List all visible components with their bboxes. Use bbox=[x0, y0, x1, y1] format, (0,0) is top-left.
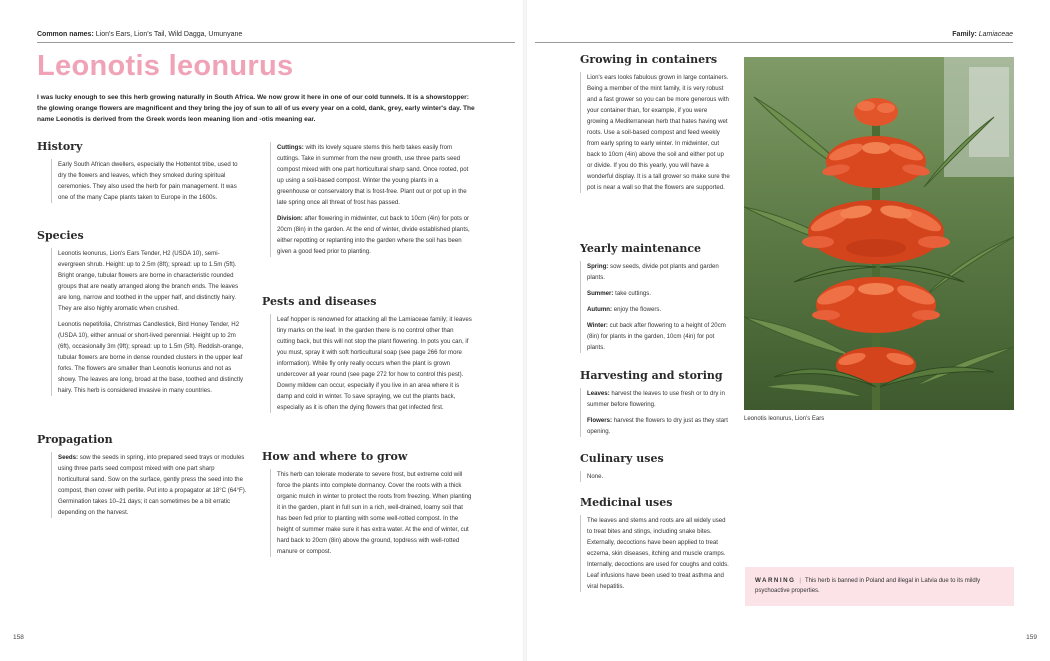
how-where-text: This herb can tolerate moderate to severe frost, but extreme cold will force the plants into complete dormancy. Cover the roots with a thick organic mulch in winter to protect the roots from freezing. When planting it in the garden, plant in full sun in a rich, well-drained, loamy soil that has been fed prior to planting with some well-rotted compost. In the height of summer make sure it has extra water. At the end of winter, cut hard back to 20cm (8in) above the ground, topdress with well-rotted manure or compost. bbox=[277, 471, 472, 555]
species-heading: Species bbox=[37, 229, 84, 242]
propagation-section bbox=[37, 433, 247, 518]
family-header bbox=[952, 31, 1013, 38]
warning-label: WARNING bbox=[755, 577, 796, 584]
harvest-leaves bbox=[587, 388, 730, 410]
containers-heading: Growing in containers bbox=[580, 53, 718, 66]
history-section bbox=[37, 140, 247, 203]
autumn-text: enjoy the flowers. bbox=[613, 306, 662, 313]
seeds-text: sow the seeds in spring, into prepared seed trays or modules using three parts seed compost mixed with one part sharp horticultural sand. Sow on the surface, gently press the seed into the compost, then cover with perlite. Put into a propagator at 18°C (64°F). Germination takes 10–21 days; it can sometimes be a bit erratic depending on the harvest. bbox=[58, 454, 247, 516]
culinary-heading: Culinary uses bbox=[580, 452, 664, 465]
flowers-text: harvest the flowers to dry just as they start opening. bbox=[587, 417, 728, 435]
family-label: Family: bbox=[952, 31, 977, 38]
page-title: Leonotis leonurus bbox=[37, 50, 294, 82]
family-value: Lamiaceae bbox=[978, 31, 1013, 38]
pests-section bbox=[262, 295, 472, 413]
plant-illustration bbox=[744, 57, 1014, 410]
pests-body bbox=[270, 314, 472, 413]
division-text: after flowering in midwinter, cut back to 10cm (4in) for pots or 20cm (8in) in the garden. At the end of winter, divide established plants, either repotting or replanting into the garden where the soil has been given a good feed prior to planting. bbox=[277, 215, 470, 255]
right-page bbox=[525, 0, 1050, 661]
yearly-autumn bbox=[587, 304, 730, 315]
spring-text: sow seeds, divide pot plants and garden plants. bbox=[587, 263, 719, 281]
autumn-label: Autumn: bbox=[587, 306, 613, 313]
propagation-heading: Propagation bbox=[37, 433, 113, 446]
species-body bbox=[51, 248, 247, 396]
folio-right: 159 bbox=[1026, 634, 1037, 641]
header-rule bbox=[37, 42, 515, 43]
culinary-text: None. bbox=[587, 473, 604, 480]
winter-text: cut back after flowering to a height of 20cm (8in) for plants in the garden, 10cm (4in) for pot plants. bbox=[587, 322, 726, 351]
winter-label: Winter: bbox=[587, 322, 608, 329]
flowers-label: Flowers: bbox=[587, 417, 613, 424]
common-names-header bbox=[37, 31, 242, 38]
yearly-summer bbox=[587, 288, 730, 299]
warning-separator: | bbox=[799, 578, 801, 584]
summer-label: Summer: bbox=[587, 290, 614, 297]
how-where-heading: How and where to grow bbox=[262, 450, 408, 463]
species-section bbox=[37, 229, 247, 396]
yearly-spring bbox=[587, 261, 730, 283]
harvest-flowers bbox=[587, 415, 730, 437]
division-label: Division: bbox=[277, 215, 303, 222]
history-heading: History bbox=[37, 140, 83, 153]
containers-section bbox=[580, 53, 730, 193]
how-where-body bbox=[270, 469, 472, 557]
spring-label: Spring: bbox=[587, 263, 609, 270]
propagation-division bbox=[277, 213, 472, 257]
propagation-seeds bbox=[58, 452, 247, 518]
photo-caption: Leonotis leonurus, Lion's Ears bbox=[744, 416, 825, 422]
propagation-cont-body bbox=[270, 142, 472, 257]
medicinal-text: The leaves and stems and roots are all widely used to treat bites and stings, including snake bites. Externally, decoctions have been applied to treat eczema, skin diseases, itching and muscle cramps. Internally, decoctions are used for coughs and colds. Leaf infusions have been used to treat asthma and viral hepatitis. bbox=[587, 517, 729, 590]
yearly-heading: Yearly maintenance bbox=[580, 242, 702, 255]
pests-text: Leaf hopper is renowned for attacking all the Lamiaceae family; it leaves tiny marks on the leaf. In the garden there is no control other than cutting back, but this will not stop the plant flowering. In pots you can, if you must, spray it with soft horticultural soap (see page 266 for more information). While fly only really occurs when the plant is grown undercover all year round (see page 272 for how to control this pest). Downy mildew can occur, especially if you live in an area where it is damp and cold in winter. To save spraying, we cut the plants back, especially as it is often the dying flowers that get infected first. bbox=[277, 316, 472, 411]
medicinal-heading: Medicinal uses bbox=[580, 496, 673, 509]
species-leonurus: Leonotis leonurus, Lion's Ears Tender, H2 (USDA 10), semi-evergreen shrub. Height: up to 2.5m (8ft); spread: up to 1.5m (5ft). Bright orange, tubular flowers are borne in characteristic rounded groups that are neatly arranged along the branch ends. The leaves are long, narrow and toothed in the upper half, and distinctly hairy. They are also highly aromatic when crushed. bbox=[58, 250, 239, 312]
harvest-heading: Harvesting and storing bbox=[580, 369, 723, 382]
yearly-body bbox=[580, 261, 730, 353]
cuttings-label: Cuttings: bbox=[277, 144, 304, 151]
culinary-body bbox=[580, 471, 730, 482]
history-text: Early South African dwellers, especially the Hottentot tribe, used to dry the flowers and leaves, which they smoked during spiritual ceremonies. They also used the herb for pain management. It was one of the many Cape plants taken to Europe in the 1600s. bbox=[58, 161, 238, 201]
pests-heading: Pests and diseases bbox=[262, 295, 377, 308]
medicinal-body bbox=[580, 515, 730, 592]
species-nepetifolia: Leonotis nepetifolia, Christmas Candlestick, Bird Honey Tender, H2 (USDA 10), either annual or short-lived perennial. Height up to 2m (6ft), occasionally 3m (9ft); spread: up to 1.5m (5ft). Reddish-orange, tubular flowers are borne in dense rounded clusters in the upper leaf forks. The flowers are smaller than Leonotis leonurus and not as showy. The leaves are long, broad at the base, toothed and distinctly hairy. This herb is considered invasive in many countries. bbox=[58, 321, 244, 394]
leonotis-photo bbox=[744, 57, 1014, 410]
medicinal-section bbox=[580, 496, 730, 592]
yearly-section bbox=[580, 242, 730, 353]
header-rule-right bbox=[535, 42, 1013, 43]
warning-box bbox=[745, 567, 1014, 606]
seeds-label: Seeds: bbox=[58, 454, 78, 461]
folio-left: 158 bbox=[13, 634, 24, 641]
propagation-seeds-body bbox=[51, 452, 247, 518]
intro-paragraph: I was lucky enough to see this herb growing naturally in South Africa. We now grow it here in one of our cold tunnels. It is a showstopper: the glowing orange flowers are magnificent and they bring the joy of sun to all of us every year on a cold, dank, grey, early winter's day. The name Leonotis is derived from the Greek words leon meaning lion and -otis meaning ear. bbox=[37, 94, 475, 123]
propagation-continued bbox=[262, 142, 472, 257]
harvest-body bbox=[580, 388, 730, 437]
summer-text: take cuttings. bbox=[615, 290, 652, 297]
how-where-section bbox=[262, 450, 472, 557]
culinary-section bbox=[580, 452, 730, 482]
containers-body bbox=[580, 72, 730, 193]
yearly-winter bbox=[587, 320, 730, 353]
history-body bbox=[51, 159, 247, 203]
containers-text: Lion's ears looks fabulous grown in large containers. Being a member of the mint family, it is very robust and a fast grower so you can be more generous with your container than, for example, if you were growing a Mediterranean herb that hates having wet roots. Use a soil-based compost and feed weekly from early spring to early winter. In midwinter, cut back to 10cm (4in) above the soil and either pot up or divide. If you do this yearly, you will have a wonderful display. It is a tall grower so make sure the pot is near a wall so that the flowers are supported. bbox=[587, 74, 730, 191]
cuttings-text: with its lovely square stems this herb takes easily from cuttings. Take in summer from the new growth, use three parts seed compost mixed with one part horticultural sharp sand. Once rooted, pot up using a soil-based compost. Winter the young plants in a greenhouse or conservatory that is frost-free. Plant out or pot up in the late spring once all threat of frost has passed. bbox=[277, 144, 469, 206]
common-names-label: Common names: bbox=[37, 31, 94, 38]
leaves-label: Leaves: bbox=[587, 390, 610, 397]
harvest-section bbox=[580, 369, 730, 437]
common-names-value: Lion's Ears, Lion's Tail, Wild Dagga, Umunyane bbox=[95, 31, 243, 38]
propagation-cuttings bbox=[277, 142, 472, 208]
warning-text: This herb is banned in Poland and illegal in Latvia due to its mildly psychoactive properties. bbox=[755, 578, 981, 594]
leaves-text: harvest the leaves to use fresh or to dry in summer before flowering. bbox=[587, 390, 725, 408]
